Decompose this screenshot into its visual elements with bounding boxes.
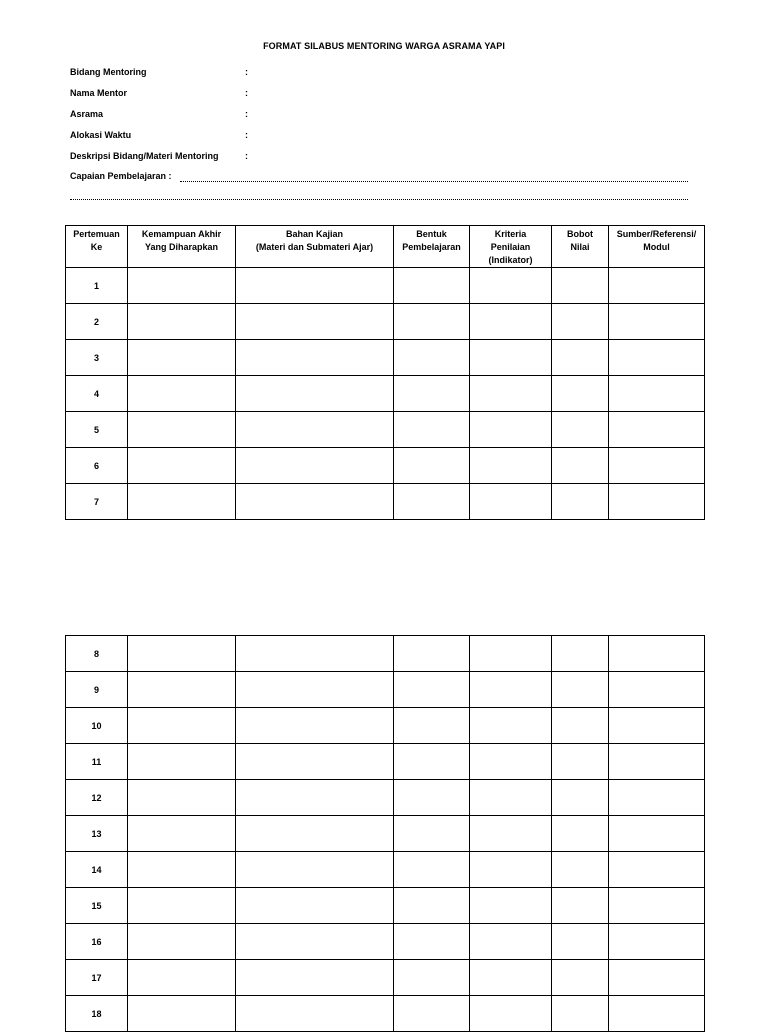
bentuk-cell[interactable] xyxy=(394,924,470,960)
field-label: Capaian Pembelajaran : xyxy=(70,171,172,181)
table-row xyxy=(66,412,705,448)
bobot-cell[interactable] xyxy=(552,268,609,304)
bentuk-cell[interactable] xyxy=(394,636,470,672)
sumber-cell[interactable] xyxy=(609,960,705,996)
sumber-cell[interactable] xyxy=(609,636,705,672)
table-row xyxy=(66,708,705,744)
bentuk-cell[interactable] xyxy=(394,376,470,412)
bahan-kajian-cell[interactable] xyxy=(236,960,394,996)
field-colon: : xyxy=(245,109,248,119)
bobot-cell[interactable] xyxy=(552,484,609,520)
table-row xyxy=(66,484,705,520)
field-label: Deskripsi Bidang/Materi Mentoring xyxy=(70,151,219,161)
bahan-kajian-cell[interactable] xyxy=(236,448,394,484)
field-colon: : xyxy=(245,67,248,77)
table-row xyxy=(66,816,705,852)
pertemuan-number: 15 xyxy=(66,888,128,924)
bahan-kajian-cell[interactable] xyxy=(236,376,394,412)
kemampuan-cell[interactable] xyxy=(128,448,236,484)
pertemuan-number: 16 xyxy=(66,924,128,960)
sumber-cell[interactable] xyxy=(609,852,705,888)
sumber-cell[interactable] xyxy=(609,340,705,376)
pertemuan-number: 3 xyxy=(66,340,128,376)
bobot-cell[interactable] xyxy=(552,412,609,448)
table-row xyxy=(66,924,705,960)
bobot-cell[interactable] xyxy=(552,672,609,708)
bentuk-cell[interactable] xyxy=(394,340,470,376)
pertemuan-number: 8 xyxy=(66,636,128,672)
kriteria-cell[interactable] xyxy=(470,672,552,708)
sumber-cell[interactable] xyxy=(609,672,705,708)
kemampuan-cell[interactable] xyxy=(128,268,236,304)
bobot-cell[interactable] xyxy=(552,888,609,924)
header-bahan-kajian: Bahan Kajian (Materi dan Submateri Ajar) xyxy=(236,226,394,268)
bobot-cell[interactable] xyxy=(552,448,609,484)
bobot-cell[interactable] xyxy=(552,340,609,376)
kriteria-cell[interactable] xyxy=(470,816,552,852)
table-row xyxy=(66,636,705,672)
header-bobot-nilai: Bobot Nilai xyxy=(552,226,609,268)
table-row xyxy=(66,960,705,996)
kemampuan-cell[interactable] xyxy=(128,708,236,744)
bentuk-cell[interactable] xyxy=(394,852,470,888)
bobot-cell[interactable] xyxy=(552,304,609,340)
kemampuan-cell[interactable] xyxy=(128,996,236,1032)
bentuk-cell[interactable] xyxy=(394,412,470,448)
header-kriteria-penilaian: Kriteria Penilaian (Indikator) xyxy=(470,226,552,268)
kriteria-cell[interactable] xyxy=(470,924,552,960)
field-label: Bidang Mentoring xyxy=(70,67,147,77)
bentuk-cell[interactable] xyxy=(394,268,470,304)
bentuk-cell[interactable] xyxy=(394,996,470,1032)
bentuk-cell[interactable] xyxy=(394,780,470,816)
field-colon: : xyxy=(245,130,248,140)
table-row xyxy=(66,268,705,304)
kriteria-cell[interactable] xyxy=(470,888,552,924)
bahan-kajian-cell[interactable] xyxy=(236,340,394,376)
kriteria-cell[interactable] xyxy=(470,484,552,520)
bobot-cell[interactable] xyxy=(552,924,609,960)
pertemuan-number: 11 xyxy=(66,744,128,780)
table-row xyxy=(66,340,705,376)
field-asrama xyxy=(70,109,248,120)
bobot-cell[interactable] xyxy=(552,852,609,888)
table-row xyxy=(66,852,705,888)
syllabus-table xyxy=(65,225,705,520)
kemampuan-cell[interactable] xyxy=(128,340,236,376)
pertemuan-number: 13 xyxy=(66,816,128,852)
kriteria-cell[interactable] xyxy=(470,636,552,672)
field-nama-mentor xyxy=(70,88,248,99)
bahan-kajian-cell[interactable] xyxy=(236,484,394,520)
bentuk-cell[interactable] xyxy=(394,304,470,340)
sumber-cell[interactable] xyxy=(609,708,705,744)
table-row xyxy=(66,376,705,412)
bentuk-cell[interactable] xyxy=(394,744,470,780)
table-row xyxy=(66,672,705,708)
kriteria-cell[interactable] xyxy=(470,780,552,816)
bentuk-cell[interactable] xyxy=(394,708,470,744)
header-kemampuan-akhir: Kemampuan Akhir Yang Diharapkan xyxy=(128,226,236,268)
kriteria-cell[interactable] xyxy=(470,744,552,780)
bahan-kajian-cell[interactable] xyxy=(236,744,394,780)
bahan-kajian-cell[interactable] xyxy=(236,780,394,816)
sumber-cell[interactable] xyxy=(609,816,705,852)
pertemuan-number: 18 xyxy=(66,996,128,1032)
bahan-kajian-cell[interactable] xyxy=(236,816,394,852)
document-title: FORMAT SILABUS MENTORING WARGA ASRAMA YAPI xyxy=(263,41,505,51)
kriteria-cell[interactable] xyxy=(470,340,552,376)
field-deskripsi xyxy=(70,151,248,162)
table-header-row xyxy=(66,226,705,268)
kriteria-cell[interactable] xyxy=(470,852,552,888)
kemampuan-cell[interactable] xyxy=(128,636,236,672)
bobot-cell[interactable] xyxy=(552,744,609,780)
kemampuan-cell[interactable] xyxy=(128,484,236,520)
bentuk-cell[interactable] xyxy=(394,888,470,924)
syllabus-table-continued xyxy=(65,635,705,1032)
kemampuan-cell[interactable] xyxy=(128,744,236,780)
kriteria-cell[interactable] xyxy=(470,412,552,448)
bahan-kajian-cell[interactable] xyxy=(236,412,394,448)
sumber-cell[interactable] xyxy=(609,304,705,340)
bentuk-cell[interactable] xyxy=(394,816,470,852)
kemampuan-cell[interactable] xyxy=(128,672,236,708)
kemampuan-cell[interactable] xyxy=(128,888,236,924)
pertemuan-number: 5 xyxy=(66,412,128,448)
bahan-kajian-cell[interactable] xyxy=(236,888,394,924)
pertemuan-number: 14 xyxy=(66,852,128,888)
kemampuan-cell[interactable] xyxy=(128,304,236,340)
sumber-cell[interactable] xyxy=(609,412,705,448)
bahan-kajian-cell[interactable] xyxy=(236,268,394,304)
table-row xyxy=(66,448,705,484)
bentuk-cell[interactable] xyxy=(394,960,470,996)
table-row xyxy=(66,888,705,924)
field-label: Asrama xyxy=(70,109,104,119)
pertemuan-number: 10 xyxy=(66,708,128,744)
kriteria-cell[interactable] xyxy=(470,996,552,1032)
bobot-cell[interactable] xyxy=(552,780,609,816)
kemampuan-cell[interactable] xyxy=(128,376,236,412)
dotted-fill-line xyxy=(180,181,688,182)
kemampuan-cell[interactable] xyxy=(128,852,236,888)
kemampuan-cell[interactable] xyxy=(128,412,236,448)
kriteria-cell[interactable] xyxy=(470,304,552,340)
pertemuan-number: 1 xyxy=(66,268,128,304)
kemampuan-cell[interactable] xyxy=(128,816,236,852)
sumber-cell[interactable] xyxy=(609,996,705,1032)
kriteria-cell[interactable] xyxy=(470,376,552,412)
bobot-cell[interactable] xyxy=(552,636,609,672)
bahan-kajian-cell[interactable] xyxy=(236,996,394,1032)
bobot-cell[interactable] xyxy=(552,996,609,1032)
table-row xyxy=(66,744,705,780)
pertemuan-number: 2 xyxy=(66,304,128,340)
bahan-kajian-cell[interactable] xyxy=(236,304,394,340)
field-alokasi-waktu xyxy=(70,130,248,141)
kemampuan-cell[interactable] xyxy=(128,960,236,996)
field-label: Nama Mentor xyxy=(70,88,128,98)
pertemuan-number: 7 xyxy=(66,484,128,520)
table-row xyxy=(66,780,705,816)
header-sumber-referensi: Sumber/Referensi/ Modul xyxy=(609,226,705,268)
sumber-cell[interactable] xyxy=(609,888,705,924)
table-row xyxy=(66,996,705,1032)
bentuk-cell[interactable] xyxy=(394,672,470,708)
pertemuan-number: 4 xyxy=(66,376,128,412)
sumber-cell[interactable] xyxy=(609,484,705,520)
bahan-kajian-cell[interactable] xyxy=(236,708,394,744)
bahan-kajian-cell[interactable] xyxy=(236,636,394,672)
bobot-cell[interactable] xyxy=(552,816,609,852)
dotted-fill-line xyxy=(70,199,688,200)
kriteria-cell[interactable] xyxy=(470,268,552,304)
bahan-kajian-cell[interactable] xyxy=(236,852,394,888)
sumber-cell[interactable] xyxy=(609,744,705,780)
field-colon: : xyxy=(245,88,248,98)
header-pertemuan: Pertemuan Ke xyxy=(66,226,128,268)
kemampuan-cell[interactable] xyxy=(128,780,236,816)
kriteria-cell[interactable] xyxy=(470,960,552,996)
kriteria-cell[interactable] xyxy=(470,448,552,484)
bobot-cell[interactable] xyxy=(552,708,609,744)
bahan-kajian-cell[interactable] xyxy=(236,924,394,960)
pertemuan-number: 9 xyxy=(66,672,128,708)
table-row xyxy=(66,304,705,340)
bobot-cell[interactable] xyxy=(552,960,609,996)
sumber-cell[interactable] xyxy=(609,376,705,412)
sumber-cell[interactable] xyxy=(609,268,705,304)
field-colon: : xyxy=(245,151,248,161)
header-bentuk-pembelajaran: Bentuk Pembelajaran xyxy=(394,226,470,268)
pertemuan-number: 17 xyxy=(66,960,128,996)
pertemuan-number: 6 xyxy=(66,448,128,484)
kriteria-cell[interactable] xyxy=(470,708,552,744)
field-bidang-mentoring xyxy=(70,67,248,78)
pertemuan-number: 12 xyxy=(66,780,128,816)
bentuk-cell[interactable] xyxy=(394,448,470,484)
sumber-cell[interactable] xyxy=(609,780,705,816)
field-label: Alokasi Waktu xyxy=(70,130,132,140)
bobot-cell[interactable] xyxy=(552,376,609,412)
bentuk-cell[interactable] xyxy=(394,484,470,520)
bahan-kajian-cell[interactable] xyxy=(236,672,394,708)
sumber-cell[interactable] xyxy=(609,448,705,484)
sumber-cell[interactable] xyxy=(609,924,705,960)
kemampuan-cell[interactable] xyxy=(128,924,236,960)
